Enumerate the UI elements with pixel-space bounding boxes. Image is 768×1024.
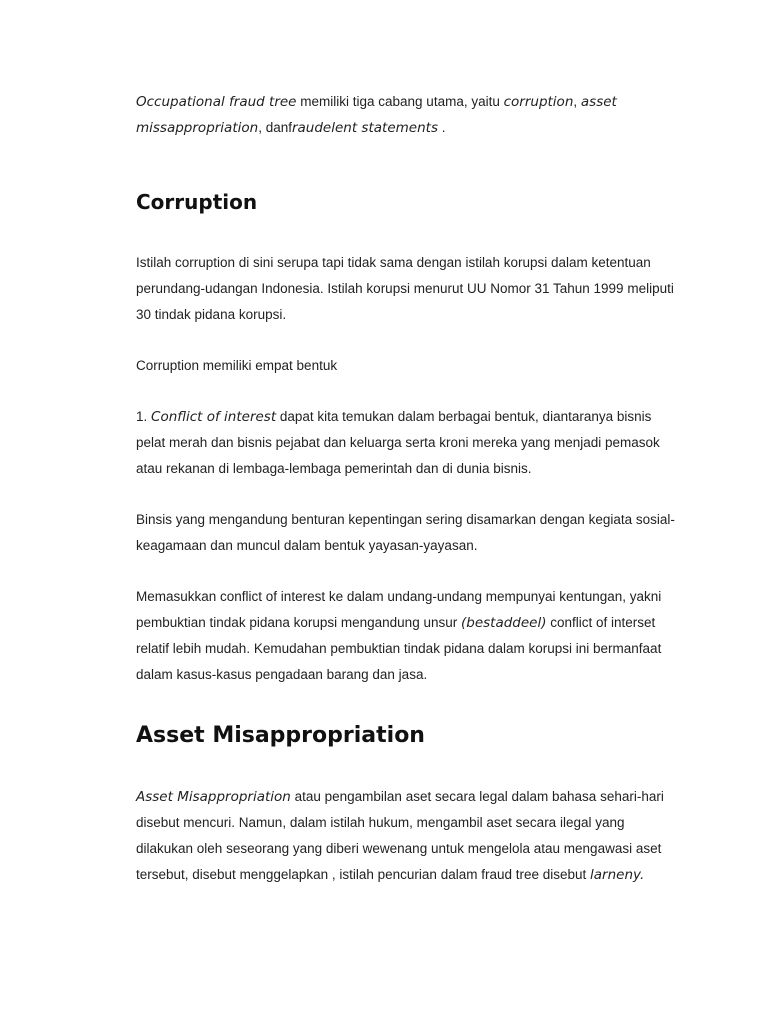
corruption-paragraph-bisnis: Binsis yang mengandung benturan kepentingan sering disamarkan dengan kegiata sosial-keagamaan dan muncul dalam bentuk yayasan-yayasan. [136,512,675,553]
heading-corruption: Corruption [136,190,258,214]
item-text: dapat kita temukan dalam berbagai bentuk, diantaranya bisnis pelat merah dan bisnis pejabat dan keluarga serta kroni mereka yang menjadi pemasok atau rekanan di lembaga-lembaga pemerintah dan di dunia bisnis. [136,409,660,476]
intro-paragraph [136,89,676,141]
term-fraud-tree: Occupational fraud tree [136,94,297,110]
intro-text-3: , danf [258,120,292,135]
corruption-paragraph-memasukkan [136,584,676,688]
paragraph-text-1: Memasukkan conflict of interest ke dalam undang-undang mempunyai kentungan, yakni pembuktian tindak pidana korupsi mengandung unsur [136,589,662,630]
term-larneny: larneny. [590,867,645,883]
corruption-paragraph-forms: Corruption memiliki empat bentuk [136,358,338,373]
intro-text-1: memiliki tiga cabang utama, yaitu [296,94,504,109]
corruption-paragraph-definition: Istilah corruption di sini serupa tapi tidak sama dengan istilah korupsi dalam ketentuan perundang-udangan Indonesia. Istilah korupsi menurut UU Nomor 31 Tahun 1999 meliputi 30 tindak pidana korupsi. [136,255,674,322]
intro-text-4: . [437,120,446,135]
asset-paragraph-text: atau pengambilan aset secara legal dalam bahasa sehari-hari disebut mencuri. Namun, dalam istilah hukum, mengambil aset secara ilegal yang dilakukan oleh seseorang yang diberi wewenang untuk mengelola atau mengawasi aset tersebut, disebut menggelapkan , istilah pencurian dalam fraud tree disebut [136,789,664,882]
intro-text-2: , [573,94,581,109]
item-number: 1. [136,409,152,424]
paragraph-text-2: conflict of interset relatif lebih mudah. Kemudahan pembuktian tindak pidana dalam korupsi ini bermanfaat dalam kasus-kasus pengadaan barang dan jasa. [136,615,662,682]
asset-paragraph-definition [136,784,676,888]
heading-asset-misappropriation: Asset Misappropriation [136,723,425,748]
term-fraudelent-statements: raudelent statements [291,120,438,136]
term-asset-misappropriation: Asset Misappropriation [136,789,291,805]
corruption-item-conflict-of-interest [136,404,676,482]
term-asset-missappropriation: asset missappropriation [136,94,617,136]
term-corruption: corruption [503,94,574,110]
document-page [136,89,676,888]
term-bestaddeel: (bestaddeel) [460,615,547,631]
term-conflict-of-interest: Conflict of interest [151,409,277,425]
